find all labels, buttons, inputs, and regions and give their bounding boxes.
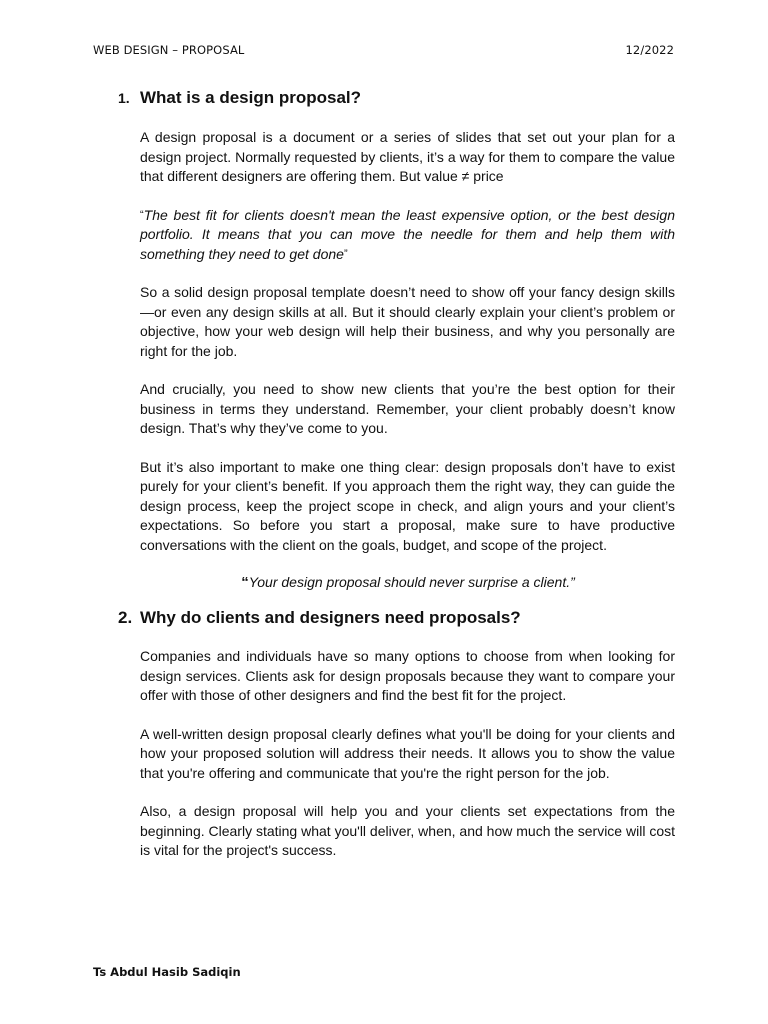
section-1-paragraph-1: A design proposal is a document or a series of slides that set out your plan for a design project. Normally requested by clients, it’s a way for them to compare the value that different designers are offering them. But value ≠ price	[140, 129, 675, 184]
page-footer-author: Ts Abdul Hasib Sadiqin	[93, 965, 241, 979]
section-2-heading	[118, 608, 768, 628]
page-header	[93, 43, 674, 57]
section-1-paragraph-4: But it’s also important to make one thing clear: design proposals don’t have to exist purely for your client’s benefit. If you approach them the right way, they can guide the design process, keep the project scope in check, and align yours and your client’s expectations. So before you start a proposal, make sure to have productive conversations with the client on the goals, budget, and scope of the project.	[140, 458, 675, 553]
section-2-paragraph-3: Also, a design proposal will help you and your clients set expectations from the beginning. Clearly stating what you'll deliver, when, and how much the service will cost is vital for the project's success.	[140, 803, 675, 858]
section-2-paragraph-1: Companies and individuals have so many options to choose from when looking for design services. Clients ask for design proposals because they want to compare your offer with those of other designers and find the best fit for the project.	[140, 648, 675, 703]
quote-text: The best fit for clients doesn't mean the least expensive option, or the best design portfolio. It means that you can move the needle for them and help them with something they need to get done	[140, 206, 675, 262]
quote-close-mark: ”	[343, 247, 348, 260]
section-2-paragraph-2: A well-written design proposal clearly defines what you'll be doing for your clients and how your proposed solution will address their needs. It allows you to show the value that you're offering and communicate that you're the right person for the job.	[140, 725, 675, 781]
section-1-title: What is a design proposal?	[140, 88, 362, 107]
header-title: WEB DESIGN – PROPOSAL	[93, 43, 245, 57]
section-1-paragraph-3: And crucially, you need to show new clients that you’re the best option for their business in terms they understand. Remember, your client probably doesn’t know design. That’s why they’ve come to you.	[140, 381, 675, 436]
section-2-title: Why do clients and designers need proposals?	[140, 608, 521, 627]
center-quote-close-mark: ”	[570, 574, 575, 590]
section-1-paragraph-2: So a solid design proposal template doesn’t need to show off your fancy design skills—or even any design skills at all. But it should clearly explain your client’s problem or objective, how your web design will help their business, and why you personally are right for the job.	[140, 284, 675, 359]
section-1-center-quote	[0, 574, 768, 591]
header-date: 12/2022	[625, 43, 674, 57]
document-body	[0, 88, 768, 861]
section-1-quote	[140, 206, 675, 265]
section-2-number: 2.	[118, 608, 133, 627]
quote-open-mark: “	[140, 208, 144, 221]
section-1-number: 1.	[118, 90, 130, 106]
center-quote-open-mark: “	[241, 574, 249, 591]
center-quote-text: Your design proposal should never surprise a client.	[248, 574, 571, 590]
section-1-heading	[118, 88, 768, 108]
